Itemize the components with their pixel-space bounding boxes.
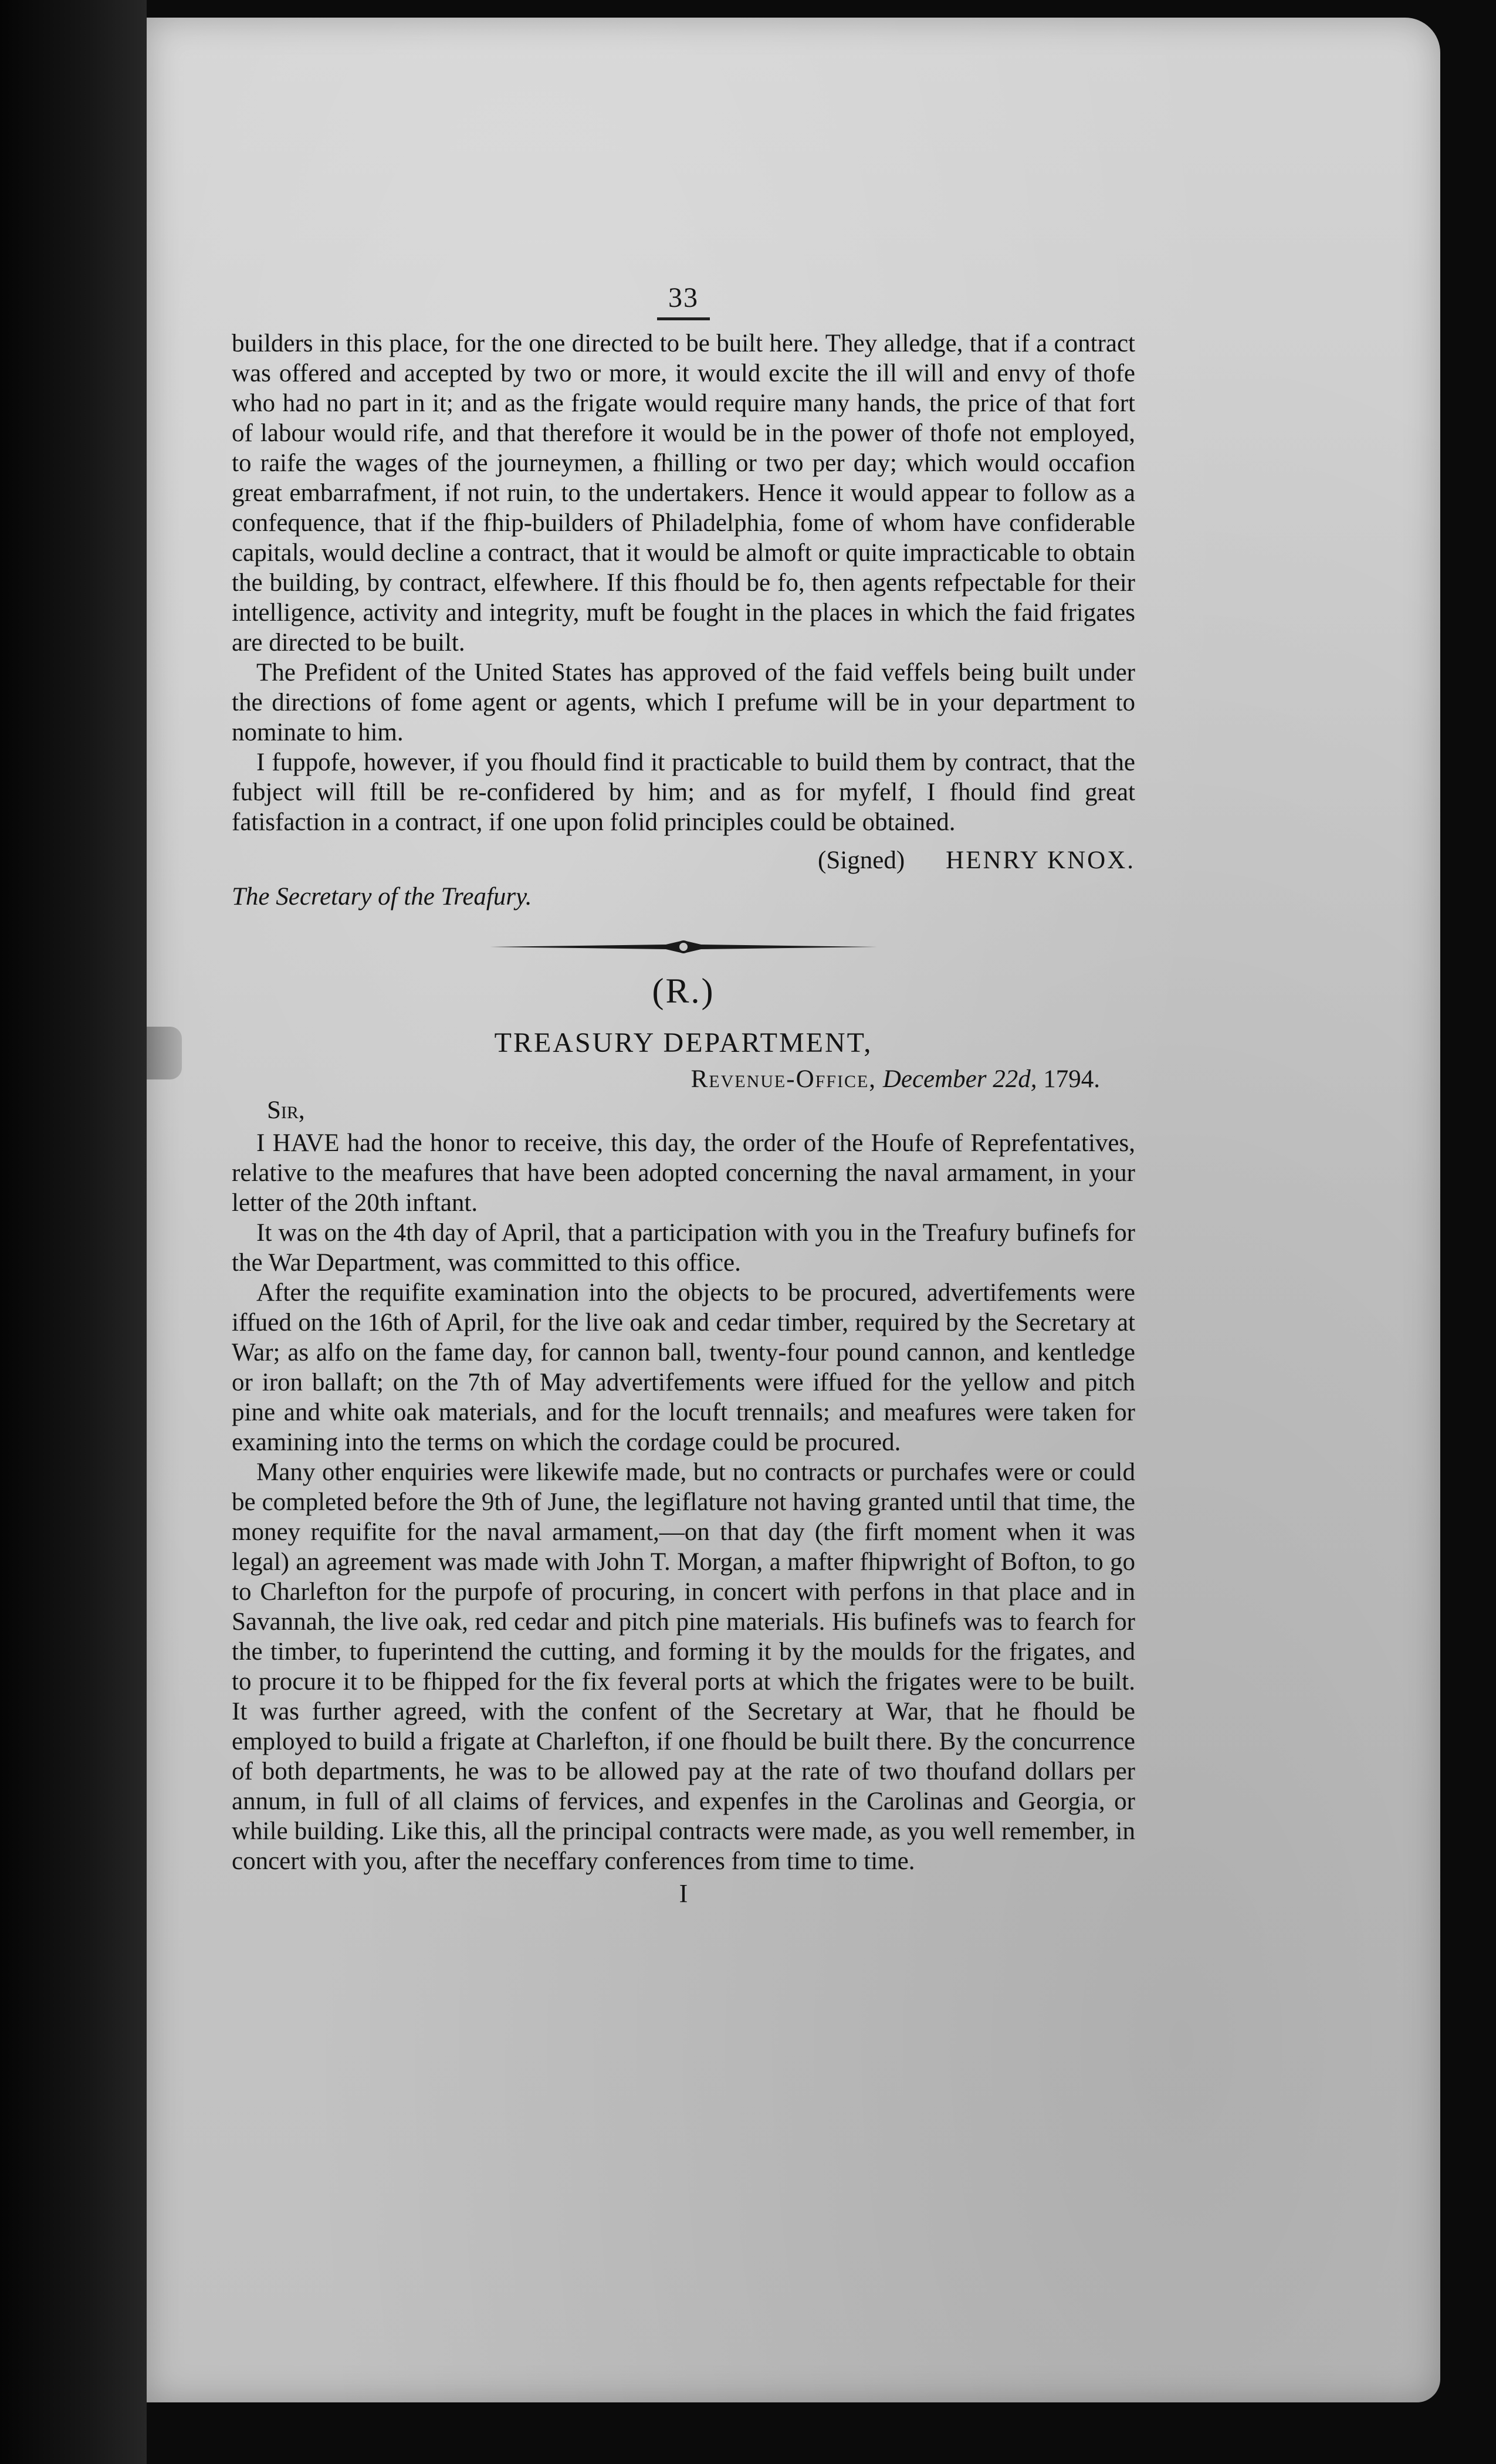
ornamental-divider	[490, 938, 877, 956]
paragraph-continued: builders in this place, for the one directed to be built here. They alledge, that if a contract was offered and accepted by two or more, it would excite the ill will and envy of thofe who had no part in it; and as the frigate would require many hands, the price of that fort of labour would rife, and that therefore it would be in the power of thofe not employed, to raife the wages of the journeymen, a fhilling or two per day; which would occafion great embarrafment, if not ruin, to the undertakers. Hence it would appear to follow as a confequence, that if the fhip-builders of Philadelphia, fome of whom have confiderable capitals, would decline a contract, that it would be almoft or quite impracticable to obtain the building, by contract, elfewhere. If this fhould be fo, then agents refpectable for their intelligence, activity and integrity, muft be fought in the places in which the faid frigates are directed to be built.	[232, 330, 1135, 656]
paragraph-enquiries-contracts: Many other enquiries were likewife made, but no contracts or purchafes were or could be completed before the 9th of June, the legiflature not having granted until that time, the money requifite for the naval armament,—on that day (the firft moment when it was legal) an agreement was made with John T. Morgan, a mafter fhipwright of Bofton, to go to Charlefton for the purpofe of procuring, in concert with perfons in that place and in Savannah, the live oak, red cedar and pitch pine materials. His bufinefs was to fearch for the timber, to fuperintend the cutting, and forming it by the moulds for the frigates, and to procure it to be fhipped for the fix feveral ports at which the frigates were to be built. It was further agreed, with the confent of the Secretary at War, that he fhould be employed to build a frigate at Charlefton, if one fhould be built there. By the concurrence of both departments, he was to be allowed pay at the rate of two thoufand dollars per annum, in full of all claims of fervices, and expenfes in the Carolinas and Georgia, or while building. Like this, all the principal contracts were made, as you well remember, in concert with you, after the neceffary conferences from time to time.	[232, 1458, 1135, 1875]
page-content	[232, 282, 1135, 1908]
dateline-date: December 22d,	[882, 1065, 1037, 1093]
paragraph-order-received: I HAVE had the honor to receive, this day, the order of the Houfe of Reprefentatives, relative to the meafures that have been adopted concerning the naval armament, in your letter of the 20th inftant.	[232, 1129, 1135, 1217]
dateline	[232, 1065, 1135, 1094]
department-heading: TREASURY DEPARTMENT,	[494, 1027, 873, 1058]
page-number-rule	[657, 317, 710, 320]
signature-catchword: I	[679, 1879, 688, 1908]
page-number: 33	[668, 282, 699, 313]
paragraph-contract-reconsidered: I fuppofe, however, if you fhould find it practicable to build them by contract, that the fubject will ftill be re-confidered by him; and as for myfelf, I fhould find great fatisfaction in a contract, if one upon folid principles could be obtained.	[232, 749, 1135, 836]
signed-label: (Signed)	[818, 847, 905, 874]
dateline-year: 1794.	[1043, 1065, 1100, 1093]
salutation: Sir,	[267, 1096, 305, 1124]
paragraph-president-approval: The Prefident of the United States has approved of the faid veffels being built under the directions of fome agent or agents, which I prefume will be in your department to nominate to him.	[232, 659, 1135, 746]
letter-recipient: The Secretary of the Treafury.	[232, 883, 532, 911]
paragraph-participation: It was on the 4th day of April, that a participation with you in the Treafury bufinefs for the War Department, was committed to this office.	[232, 1219, 1135, 1277]
section-mark: (R.)	[652, 972, 715, 1010]
page-fold-mark	[147, 1027, 182, 1079]
signature-line	[232, 843, 1135, 878]
ornament-rule-icon	[490, 938, 877, 956]
dateline-office: Revenue-Office,	[691, 1065, 877, 1093]
scan-background	[0, 0, 147, 2464]
paragraph-advertisements: After the requifite examination into the objects to be procured, advertifements were iffued on the 16th of April, for the live oak and cedar timber, required by the Secretary at War; as alfo on the fame day, for cannon ball, twenty-four pound cannon, and kentledge or iron ballaft; on the 7th of May advertifements were iffued for the yellow and pitch pine and white oak materials, and for the locuft trennails; and meafures were taken for examining into the terms on which the cordage could be procured.	[232, 1279, 1135, 1456]
signer-name: HENRY KNOX.	[946, 847, 1135, 874]
